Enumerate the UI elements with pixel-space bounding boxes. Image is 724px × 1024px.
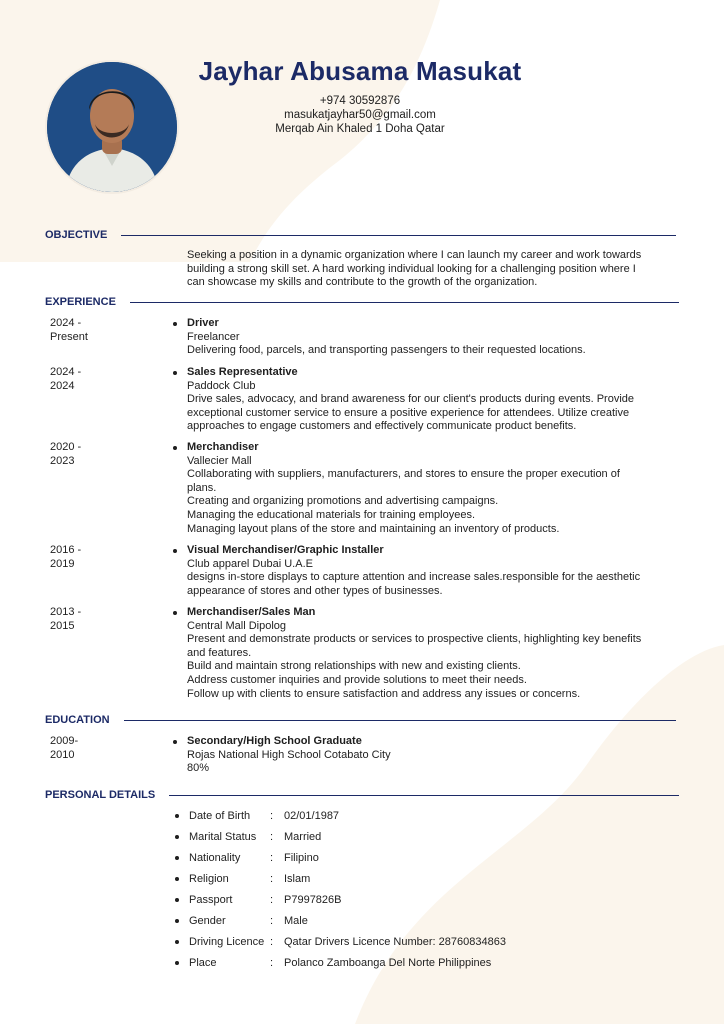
- detail-value: Islam: [284, 873, 311, 885]
- avatar-icon: [47, 62, 177, 192]
- bullet-icon: [173, 371, 177, 375]
- section-divider: [169, 795, 679, 796]
- detail-label: Nationality: [189, 852, 241, 864]
- bullet-icon: [173, 446, 177, 450]
- bullet-icon: [175, 814, 179, 818]
- section-heading-label: PERSONAL DETAILS: [45, 789, 156, 801]
- detail-colon: :: [270, 831, 274, 843]
- detail-label: Marital Status: [189, 831, 257, 843]
- entry-line: Present and demonstrate products or services to prospective clients, highlighting key benefits: [187, 633, 642, 646]
- detail-colon: :: [270, 810, 274, 822]
- detail-label: Gender: [189, 915, 226, 927]
- bullet-icon: [173, 611, 177, 615]
- detail-value: Qatar Drivers Licence Number: 28760834863: [284, 936, 506, 948]
- section-heading-label: OBJECTIVE: [45, 229, 108, 241]
- section-divider: [121, 235, 676, 236]
- entry-line: Drive sales, advocacy, and brand awareness for our client's products during events. Provide: [187, 393, 635, 406]
- entry-company: Paddock Club: [187, 379, 256, 392]
- entry-line: Collaborating with suppliers, manufacturers, and stores to ensure the proper execution of: [187, 468, 620, 481]
- entry-title: Driver: [187, 317, 219, 329]
- bullet-icon: [173, 740, 177, 744]
- home-address: Merqab Ain Khaled 1 Doha Qatar: [275, 123, 445, 135]
- section-heading-education: [45, 714, 676, 726]
- entry-line: approaches to engage customers and effectively communicate product benefits.: [187, 420, 577, 433]
- detail-value: P7997826B: [284, 894, 342, 906]
- detail-label: Date of Birth: [189, 810, 251, 822]
- entry-school: Rojas National High School Cotabato City: [187, 748, 391, 761]
- bullet-icon: [175, 919, 179, 923]
- entry-company: Central Mall Dipolog: [187, 619, 287, 632]
- entry-body: [187, 317, 667, 358]
- entry-body: [187, 735, 667, 776]
- entry-dates: [50, 441, 130, 468]
- detail-colon: :: [270, 894, 274, 906]
- email-address: masukatjayhar50@gmail.com: [284, 109, 436, 121]
- full-name: Jayhar Abusama Masukat: [198, 56, 522, 86]
- entry-line: and features.: [187, 646, 252, 659]
- detail-label: Religion: [189, 873, 229, 885]
- entry-dates: [50, 544, 130, 571]
- section-divider: [124, 720, 676, 721]
- entry-line: Creating and organizing promotions and advertising campaigns.: [187, 495, 499, 508]
- entry-body: [187, 441, 667, 536]
- entry-body: [187, 544, 667, 598]
- entry-date-start: 2024 -: [50, 366, 82, 378]
- bullet-icon: [175, 898, 179, 902]
- objective-line: building a strong skill set. A hard working individual looking for a challenging position where I: [187, 262, 636, 275]
- entry-line: plans.: [187, 481, 217, 494]
- entry-line: Build and maintain strong relationships with new and existing clients.: [187, 660, 521, 673]
- entry-dates: [50, 606, 130, 633]
- section-heading-label: EDUCATION: [45, 714, 110, 726]
- entry-company: Vallecier Mall: [187, 454, 252, 467]
- entry-company: Club apparel Dubai U.A.E: [187, 557, 313, 570]
- entry-date-end: 2023: [50, 454, 75, 467]
- section-heading-experience: [45, 296, 679, 308]
- detail-value: Married: [284, 831, 322, 843]
- phone-number: +974 30592876: [319, 95, 401, 107]
- objective-line: can showcase my skills and contribute to the growth of the organization.: [187, 276, 538, 289]
- entry-date-end: 2019: [50, 557, 75, 570]
- bullet-icon: [175, 940, 179, 944]
- entry-body: [187, 366, 667, 434]
- entry-line: Delivering food, parcels, and transporting passengers to their requested locations.: [187, 344, 586, 357]
- entry-date-start: 2024 -: [50, 317, 82, 329]
- contact-block: [190, 94, 530, 136]
- entry-body: [187, 606, 667, 701]
- section-heading-personal-details: [45, 789, 679, 801]
- entry-title: Merchandiser: [187, 441, 259, 453]
- entry-date-start: 2009-: [50, 735, 79, 747]
- entry-dates: [50, 317, 130, 344]
- section-heading-objective: [45, 229, 676, 241]
- entry-date-end: 2010: [50, 748, 75, 761]
- detail-colon: :: [270, 873, 274, 885]
- objective-line: Seeking a position in a dynamic organization where I can launch my career and work towards: [187, 249, 642, 261]
- profile-photo: [47, 62, 177, 192]
- bullet-icon: [173, 322, 177, 326]
- entry-line: designs in-store displays to capture attention and increase sales.responsible for the aesthetic: [187, 571, 641, 584]
- entry-line: Managing the educational materials for training employees.: [187, 508, 475, 521]
- detail-colon: :: [270, 957, 274, 969]
- detail-colon: :: [270, 852, 274, 864]
- entry-line: exceptional customer service to ensure a positive experience for attendees. Utilize creative: [187, 406, 630, 419]
- entry-line: Follow up with clients to ensure satisfaction and address any issues or concerns.: [187, 687, 581, 700]
- entry-company: Freelancer: [187, 330, 240, 343]
- section-divider: [130, 302, 679, 303]
- entry-date-start: 2020 -: [50, 441, 82, 453]
- detail-value: Male: [284, 915, 308, 927]
- entry-grade: 80%: [187, 762, 210, 775]
- detail-label: Passport: [189, 894, 233, 906]
- entry-line: Managing layout plans of the store and maintaining an inventory of products.: [187, 522, 560, 535]
- objective-text: [187, 249, 667, 290]
- bullet-icon: [175, 961, 179, 965]
- entry-title: Sales Representative: [187, 366, 298, 378]
- entry-dates: [50, 735, 130, 762]
- detail-label: Place: [189, 957, 217, 969]
- entry-date-end: 2024: [50, 379, 75, 392]
- detail-value: Filipino: [284, 852, 319, 864]
- entry-title: Secondary/High School Graduate: [187, 735, 362, 747]
- entry-date-end: Present: [50, 330, 88, 343]
- detail-colon: :: [270, 915, 274, 927]
- entry-date-start: 2016 -: [50, 544, 82, 556]
- bullet-icon: [175, 856, 179, 860]
- detail-label: Driving Licence: [189, 936, 265, 948]
- entry-dates: [50, 366, 130, 393]
- section-heading-label: EXPERIENCE: [45, 296, 116, 308]
- bullet-icon: [175, 877, 179, 881]
- entry-line: Address customer inquiries and provide solutions to meet their needs.: [187, 673, 527, 686]
- entry-title: Merchandiser/Sales Man: [187, 606, 316, 618]
- detail-value: Polanco Zamboanga Del Norte Philippines: [284, 957, 492, 969]
- entry-line: appearance of stores and other types of businesses.: [187, 584, 443, 597]
- entry-date-end: 2015: [50, 619, 75, 632]
- detail-colon: :: [270, 936, 274, 948]
- entry-date-start: 2013 -: [50, 606, 82, 618]
- entry-title: Visual Merchandiser/Graphic Installer: [187, 544, 384, 556]
- detail-value: 02/01/1987: [284, 810, 340, 822]
- bullet-icon: [173, 549, 177, 553]
- bullet-icon: [175, 835, 179, 839]
